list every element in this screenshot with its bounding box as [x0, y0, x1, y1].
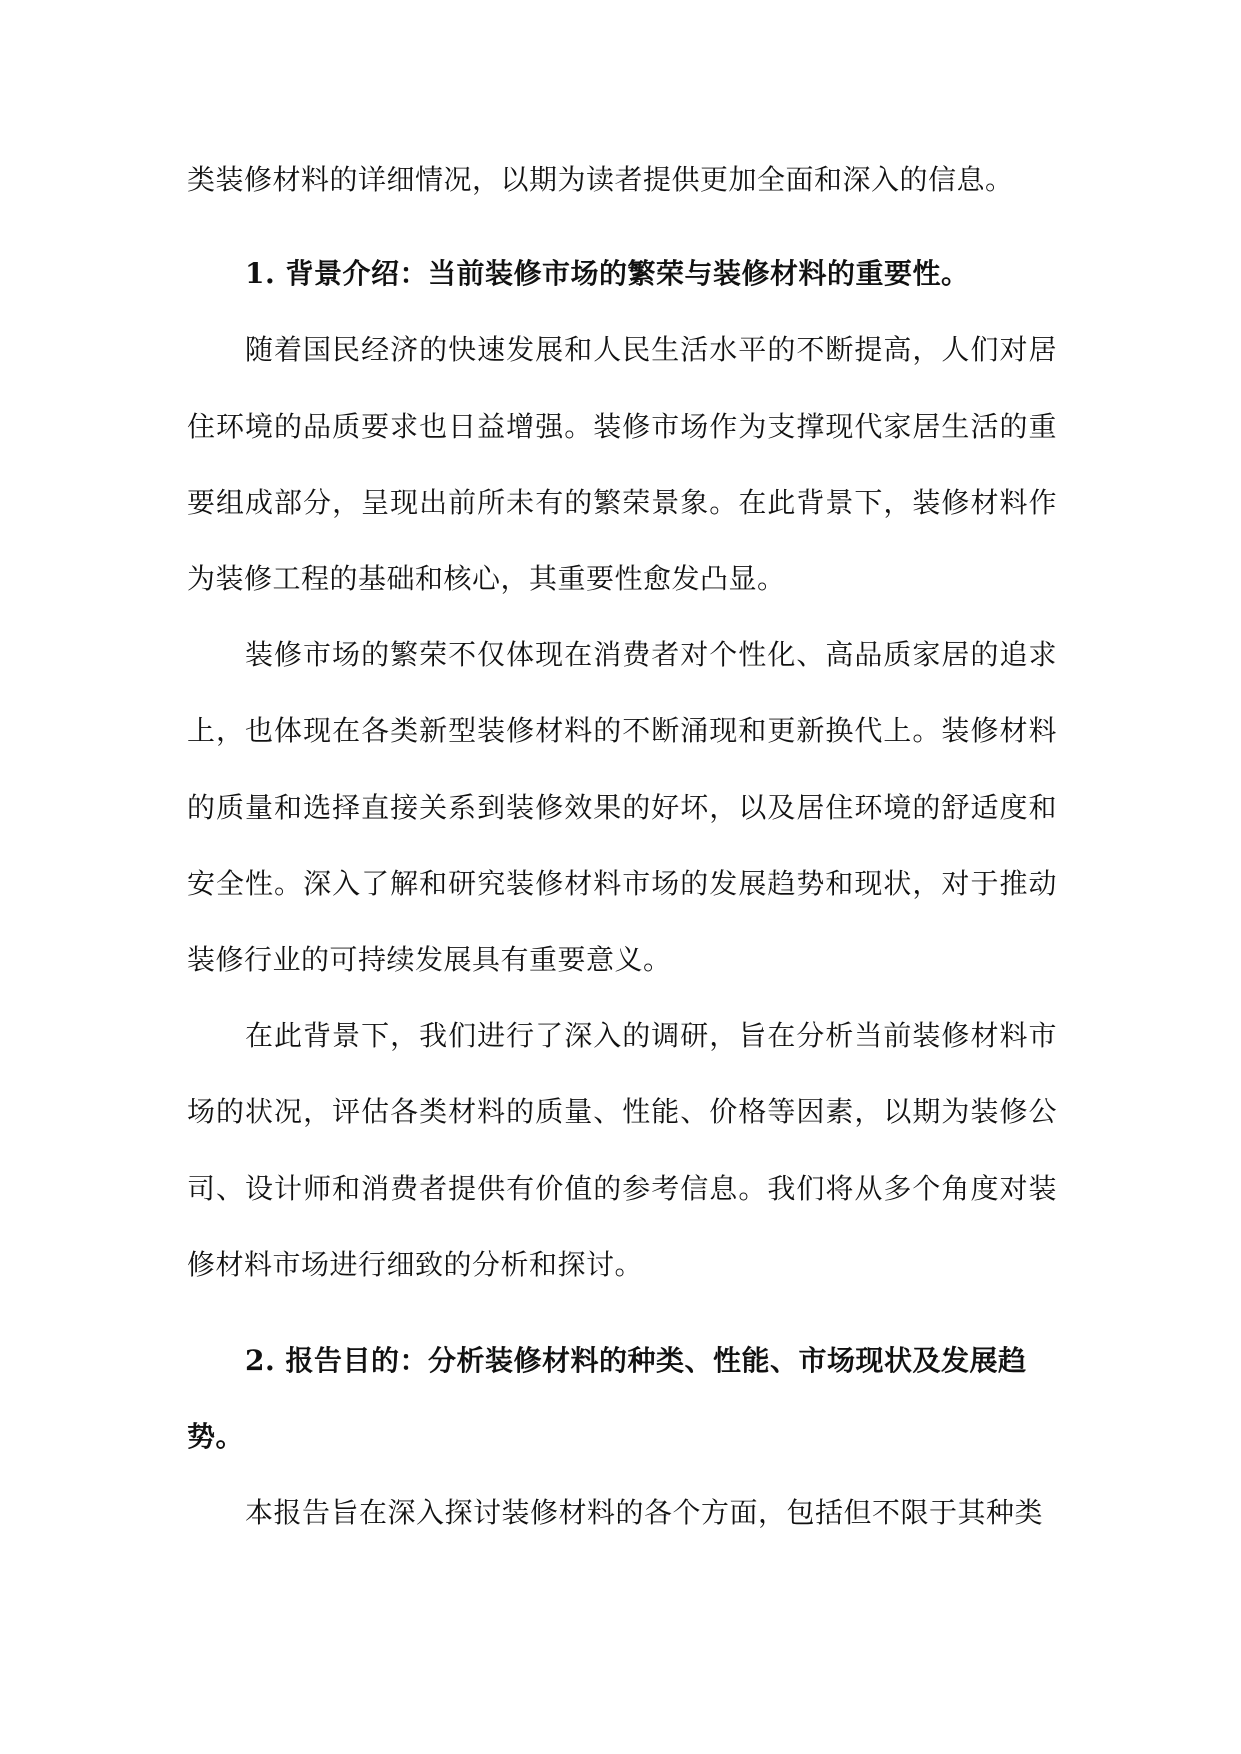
section-1-paragraph: 在此背景下，我们进行了深入的调研，旨在分析当前装修材料市场的状况，评估各类材料的质量、性能、价格等因素，以期为装修公司、设计师和消费者提供有价值的参考信息。我们将从多个角度对装修材料市场进行细致的分析和探讨。	[187, 1019, 1057, 1281]
section-1-paragraph: 随着国民经济的快速发展和人民生活水平的不断提高，人们对居住环境的品质要求也日益增强。装修市场作为支撑现代家居生活的重要组成部分，呈现出前所未有的繁荣景象。在此背景下，装修材料作为装修工程的基础和核心，其重要性愈发凸显。	[187, 333, 1057, 596]
section-2-heading: 2. 报告目的：分析装修材料的种类、性能、市场现状及发展趋势。	[187, 1344, 1027, 1454]
spacer	[187, 218, 1057, 236]
document-body	[187, 142, 1057, 1552]
spacer	[187, 1303, 1057, 1323]
section-2-paragraph: 本报告旨在深入探讨装修材料的各个方面，包括但不限于其种类	[245, 1496, 1044, 1530]
section-1-paragraph: 装修市场的繁荣不仅体现在消费者对个性化、高品质家居的追求上，也体现在各类新型装修材料的不断涌现和更新换代上。装修材料的质量和选择直接关系到装修效果的好坏，以及居住环境的舒适度和安全性。深入了解和研究装修材料市场的发展趋势和现状，对于推动装修行业的可持续发展具有重要意义。	[187, 638, 1057, 977]
section-1-heading: 1. 背景介绍：当前装修市场的繁荣与装修材料的重要性。	[245, 257, 970, 291]
intro-paragraph-tail: 类装修材料的详细情况，以期为读者提供更加全面和深入的信息。	[187, 163, 1014, 196]
